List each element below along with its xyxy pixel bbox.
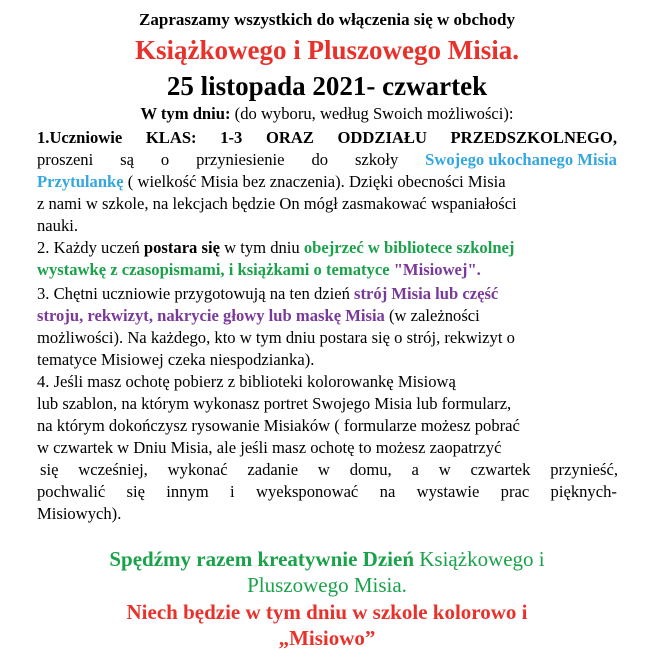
item-3-line-4: tematyce Misiowej czeka niespodzianka). — [37, 350, 315, 369]
item-1-word: przyniesienie — [196, 150, 285, 169]
item-3-line-1 — [37, 284, 498, 304]
item-4-line-5 — [40, 460, 618, 480]
item-4-word: domu, — [349, 460, 392, 479]
item-2-text: w tym dniu — [219, 238, 304, 257]
item-4-word: prac — [500, 482, 530, 501]
item-2-line-1 — [37, 238, 514, 258]
item-1-word: są — [120, 150, 134, 169]
item-4-word: w — [438, 460, 451, 479]
item-2-line-2 — [37, 260, 481, 280]
item-2-highlight-2: wystawkę z czasopismami, i książkami o tematyce — [37, 260, 394, 279]
footer-bold-text: Spędźmy razem kreatywnie Dzień — [109, 547, 420, 571]
item-4-line-4: w czwartek w Dniu Misia, ale jeśli masz ochotę to możesz zaopatrzyć — [37, 438, 502, 457]
footer-line-2: Pluszowego Misia. — [247, 573, 407, 597]
item-1-word: KLAS: — [145, 128, 197, 147]
item-1-line-5: nauki. — [37, 216, 79, 235]
item-4-word: pochwalić — [37, 482, 106, 501]
item-4-word: zadanie — [247, 460, 299, 479]
item-1-word: PRZEDSZKOLNEGO, — [450, 128, 617, 147]
item-4-word: wykonać — [167, 460, 228, 479]
item-3-line-3: możliwości). Na każdego, kto w tym dniu postara się o strój, rekwizyt o — [37, 328, 515, 347]
item-1-line-4: z nami w szkole, na lekcjach będzie On mógł zasmakować wspaniałości — [37, 194, 517, 213]
item-4-word: w — [317, 460, 330, 479]
item-1-line-3 — [37, 172, 506, 192]
item-4-word: wystawie — [416, 482, 480, 501]
item-2-text: 2. Każdy uczeń — [37, 238, 144, 257]
item-3-text: 3. Chętni uczniowie przygotowują na ten dzień — [37, 284, 355, 303]
item-1-word: do — [311, 150, 329, 169]
item-1-word: szkoły — [354, 150, 399, 169]
day-intro — [0, 104, 654, 124]
item-4-line-2: lub szablon, na którym wykonasz portret Swojego Misia lub formularz, — [37, 394, 512, 413]
item-3-line-2 — [37, 306, 480, 326]
item-2-bold: postara się — [143, 238, 220, 257]
item-4-line-3: na którym dokończysz rysowanie Misiaków ( formularze możesz pobrać — [37, 416, 520, 435]
event-date: 25 listopada 2021- czwartek — [166, 71, 488, 101]
footer-line-4: „Misiowo” — [278, 626, 376, 650]
item-1-word: ODDZIAŁU — [337, 128, 427, 147]
item-4-word: pięknych- — [550, 482, 617, 501]
item-1-highlight-2: Przytulankę — [37, 172, 124, 191]
item-4-word: się — [126, 482, 145, 501]
item-4-word: się — [40, 460, 59, 479]
item-4-word: innym — [166, 482, 209, 501]
item-4-word: na — [379, 482, 396, 501]
invitation-line: Zapraszamy wszystkich do włączenia się w obchody — [139, 10, 515, 29]
item-4-word: przynieść, — [550, 460, 618, 479]
item-2-highlight: obejrzeć w bibliotece szkolnej — [303, 238, 515, 257]
day-note: (do wyboru, według Swoich możliwości): — [230, 104, 514, 123]
item-4-line-7: Misiowych). — [37, 504, 122, 523]
item-1-line-1 — [37, 128, 617, 148]
day-label: W tym dniu: — [140, 104, 231, 123]
footer-plain-text: Książkowego i — [419, 547, 545, 571]
item-1-word: Uczniowie — [49, 128, 123, 147]
item-1-line-2 — [37, 150, 617, 170]
item-2-highlight-3: "Misiowej". — [393, 260, 481, 279]
item-1-number: 1. — [37, 128, 50, 147]
item-1-word: ORAZ — [265, 128, 314, 147]
item-4-word: i — [230, 482, 235, 501]
item-3-text: (w zależności — [384, 306, 480, 325]
item-4-word: a — [411, 460, 419, 479]
event-title: Książkowego i Pluszowego Misia. — [135, 35, 519, 65]
item-4-word: wcześniej, — [78, 460, 148, 479]
item-1-word: proszeni — [37, 150, 94, 169]
item-4-word: wyeksponować — [256, 482, 359, 501]
item-1-word: o — [160, 150, 170, 169]
item-1-highlight: Swojego ukochanego Misia — [425, 150, 617, 169]
footer-line-3: Niech będzie w tym dniu w szkole kolorowo i — [126, 600, 528, 624]
item-3-highlight-2: stroju, rekwizyt, nakrycie głowy lub maskę Misia — [37, 306, 385, 325]
item-4-word: czwartek — [470, 460, 531, 479]
item-1-word: 1-3 — [220, 128, 243, 147]
item-1-text: ( wielkość Misia bez znaczenia). Dzięki obecności Misia — [123, 172, 506, 191]
item-4-line-6 — [37, 482, 617, 502]
item-4-line-1: 4. Jeśli masz ochotę pobierz z biblioteki kolorowankę Misiową — [37, 372, 456, 391]
item-3-highlight: strój Misia lub część — [354, 284, 499, 303]
footer-line-1 — [0, 547, 654, 572]
